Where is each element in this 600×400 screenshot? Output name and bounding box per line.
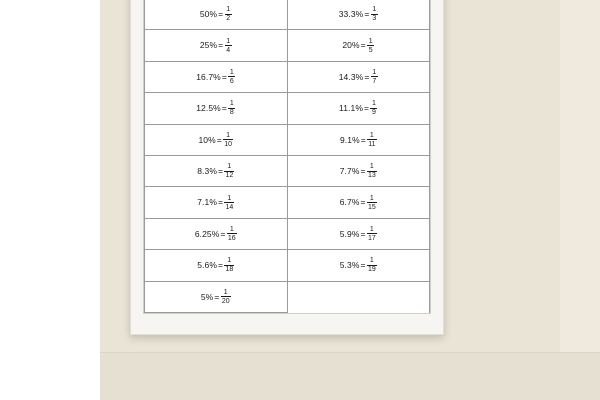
fraction-numerator: 1: [229, 68, 234, 76]
equals-sign: =: [221, 71, 227, 82]
equals-sign: =: [218, 197, 223, 208]
percent-fraction-entry: [197, 163, 234, 179]
percent-value: 6.25%: [194, 228, 220, 239]
fraction-numerator: 1: [368, 37, 373, 45]
fraction-denominator: 15: [367, 203, 376, 211]
table-cell-right: [287, 124, 430, 155]
percent-fraction-entry: [197, 257, 234, 273]
table-row: [145, 93, 430, 124]
table-row: [145, 281, 430, 312]
table-cell-left: [145, 61, 288, 92]
percent-value: 12.5%: [196, 103, 221, 114]
percent-fraction-entry: [201, 289, 231, 305]
fraction-denominator: 14: [225, 203, 234, 211]
table-cell-right: [287, 250, 430, 281]
percent-value: 14.3%: [338, 71, 364, 82]
table-cell-right: [287, 61, 430, 92]
fraction-denominator: 6: [229, 77, 234, 85]
table-row: [145, 30, 430, 61]
fraction-numerator: 1: [369, 194, 374, 202]
equals-sign: =: [364, 103, 369, 114]
fraction-numerator: 1: [226, 131, 231, 139]
table-row: [145, 124, 430, 155]
fraction-numerator: 1: [369, 257, 374, 265]
fraction: [224, 163, 234, 179]
table-row: [145, 155, 430, 186]
table-cell-right: [287, 187, 430, 218]
fraction-numerator: 1: [369, 163, 374, 171]
equals-sign: =: [216, 134, 222, 145]
percent-value: 5%: [200, 291, 214, 302]
fraction: [225, 38, 232, 54]
table-cell-left: [145, 187, 288, 218]
equals-sign: =: [220, 228, 226, 239]
table-cell-left: [145, 0, 288, 30]
fraction-numerator: 1: [372, 100, 376, 108]
table-cell-left: [145, 281, 288, 312]
percent-value: 5.9%: [339, 228, 360, 239]
table-row: [145, 61, 430, 92]
table-row: [145, 0, 430, 30]
fraction-numerator: 1: [229, 225, 234, 233]
fraction-denominator: 13: [367, 172, 376, 180]
fraction: [367, 132, 376, 148]
table-cell-left: [145, 30, 288, 61]
fraction-numerator: 1: [227, 257, 232, 265]
surface-background: [100, 352, 600, 400]
table-row: [145, 218, 430, 249]
table-cell-right: [287, 218, 430, 249]
percent-value: 20%: [342, 40, 360, 51]
percent-fraction-table: [144, 0, 430, 313]
wall-background-right: [560, 0, 600, 400]
fraction-denominator: 11: [368, 140, 376, 148]
equals-sign: =: [218, 8, 224, 19]
poster-paper: [143, 0, 431, 314]
percent-value: 16.7%: [196, 71, 221, 82]
table-cell-left: [145, 93, 288, 124]
equals-sign: =: [360, 228, 366, 239]
percent-fraction-entry: [340, 132, 377, 148]
fraction-numerator: 1: [372, 6, 377, 14]
fraction: [228, 69, 235, 85]
fraction: [367, 226, 377, 242]
fraction-denominator: 19: [367, 266, 376, 274]
fraction-denominator: 2: [226, 15, 231, 23]
equals-sign: =: [218, 165, 223, 176]
fraction-denominator: 18: [225, 266, 234, 274]
fraction-numerator: 1: [227, 163, 232, 171]
percent-value: 5.6%: [197, 260, 217, 271]
fraction: [367, 195, 377, 211]
fraction-denominator: 9: [372, 109, 376, 117]
percent-value: 33.3%: [338, 8, 364, 19]
table-cell-right: [287, 0, 430, 30]
fraction-numerator: 1: [369, 131, 374, 139]
percent-value: 8.3%: [197, 165, 217, 176]
fraction: [367, 163, 377, 179]
equals-sign: =: [218, 260, 223, 271]
percent-fraction-entry: [196, 69, 235, 85]
fraction-denominator: 5: [368, 46, 373, 54]
fraction: [224, 257, 234, 273]
fraction: [228, 100, 235, 116]
percent-fraction-entry: [195, 226, 237, 242]
fraction: [371, 6, 378, 22]
fraction-denominator: 17: [367, 234, 376, 242]
percent-value: 50%: [199, 8, 218, 19]
percent-fraction-entry: [340, 257, 377, 273]
equals-sign: =: [360, 40, 366, 51]
fraction-denominator: 16: [227, 234, 236, 242]
fraction: [367, 38, 374, 54]
equals-sign: =: [218, 40, 224, 51]
table-row: [145, 250, 430, 281]
equals-sign: =: [360, 260, 366, 271]
table-cell-left: [145, 155, 288, 186]
fraction-numerator: 1: [227, 194, 232, 202]
fraction: [225, 6, 232, 22]
table-cell-left: [145, 124, 288, 155]
fraction: [370, 100, 377, 116]
percent-value: 11.1%: [339, 103, 363, 114]
fraction: [227, 226, 237, 242]
percent-fraction-entry: [197, 195, 234, 211]
fraction-denominator: 7: [372, 77, 377, 85]
table-cell-right: [287, 281, 430, 312]
fraction: [223, 132, 233, 148]
fraction-denominator: 8: [229, 109, 234, 117]
percent-value: 10%: [198, 134, 216, 145]
percent-fraction-entry: [342, 38, 374, 54]
fraction-numerator: 1: [223, 288, 228, 296]
fraction: [367, 257, 377, 273]
fraction-numerator: 1: [372, 68, 377, 76]
percent-fraction-entry: [339, 100, 377, 116]
table-row: [145, 187, 430, 218]
percent-fraction-entry: [339, 69, 378, 85]
percent-fraction-entry: [340, 195, 377, 211]
percent-fraction-entry: [340, 163, 377, 179]
percent-value: 7.1%: [197, 197, 217, 208]
percent-value: 7.7%: [339, 165, 360, 176]
equals-sign: =: [364, 71, 370, 82]
fraction-numerator: 1: [226, 37, 231, 45]
percent-fraction-entry: [339, 6, 378, 22]
fraction: [221, 289, 231, 305]
fraction: [371, 69, 378, 85]
fraction-numerator: 1: [229, 100, 234, 108]
equals-sign: =: [360, 165, 366, 176]
percent-fraction-entry: [200, 38, 232, 54]
equals-sign: =: [214, 291, 220, 302]
fraction-numerator: 1: [369, 225, 374, 233]
equals-sign: =: [221, 103, 227, 114]
table-cell-left: [145, 218, 288, 249]
fraction-denominator: 20: [221, 297, 230, 305]
table-cell-left: [145, 250, 288, 281]
fraction: [224, 195, 234, 211]
fraction-denominator: 10: [224, 140, 233, 148]
percent-fraction-entry: [200, 6, 232, 22]
table-cell-right: [287, 155, 430, 186]
fraction-numerator: 1: [226, 6, 231, 14]
equals-sign: =: [360, 134, 366, 145]
equals-sign: =: [364, 8, 370, 19]
fraction-denominator: 4: [226, 46, 231, 54]
percent-value: 9.1%: [339, 134, 360, 145]
percent-value: 5.3%: [339, 260, 360, 271]
picture-frame: [130, 0, 444, 335]
table-cell-right: [287, 93, 430, 124]
table-cell-right: [287, 30, 430, 61]
percent-fraction-entry: [198, 132, 233, 148]
equals-sign: =: [360, 197, 366, 208]
fraction-denominator: 12: [225, 172, 234, 180]
percent-value: 6.7%: [339, 197, 360, 208]
percent-fraction-entry: [196, 100, 235, 116]
percent-fraction-entry: [340, 226, 377, 242]
surface-edge-line: [100, 352, 600, 353]
percent-value: 25%: [199, 40, 218, 51]
fraction-denominator: 3: [372, 15, 377, 23]
